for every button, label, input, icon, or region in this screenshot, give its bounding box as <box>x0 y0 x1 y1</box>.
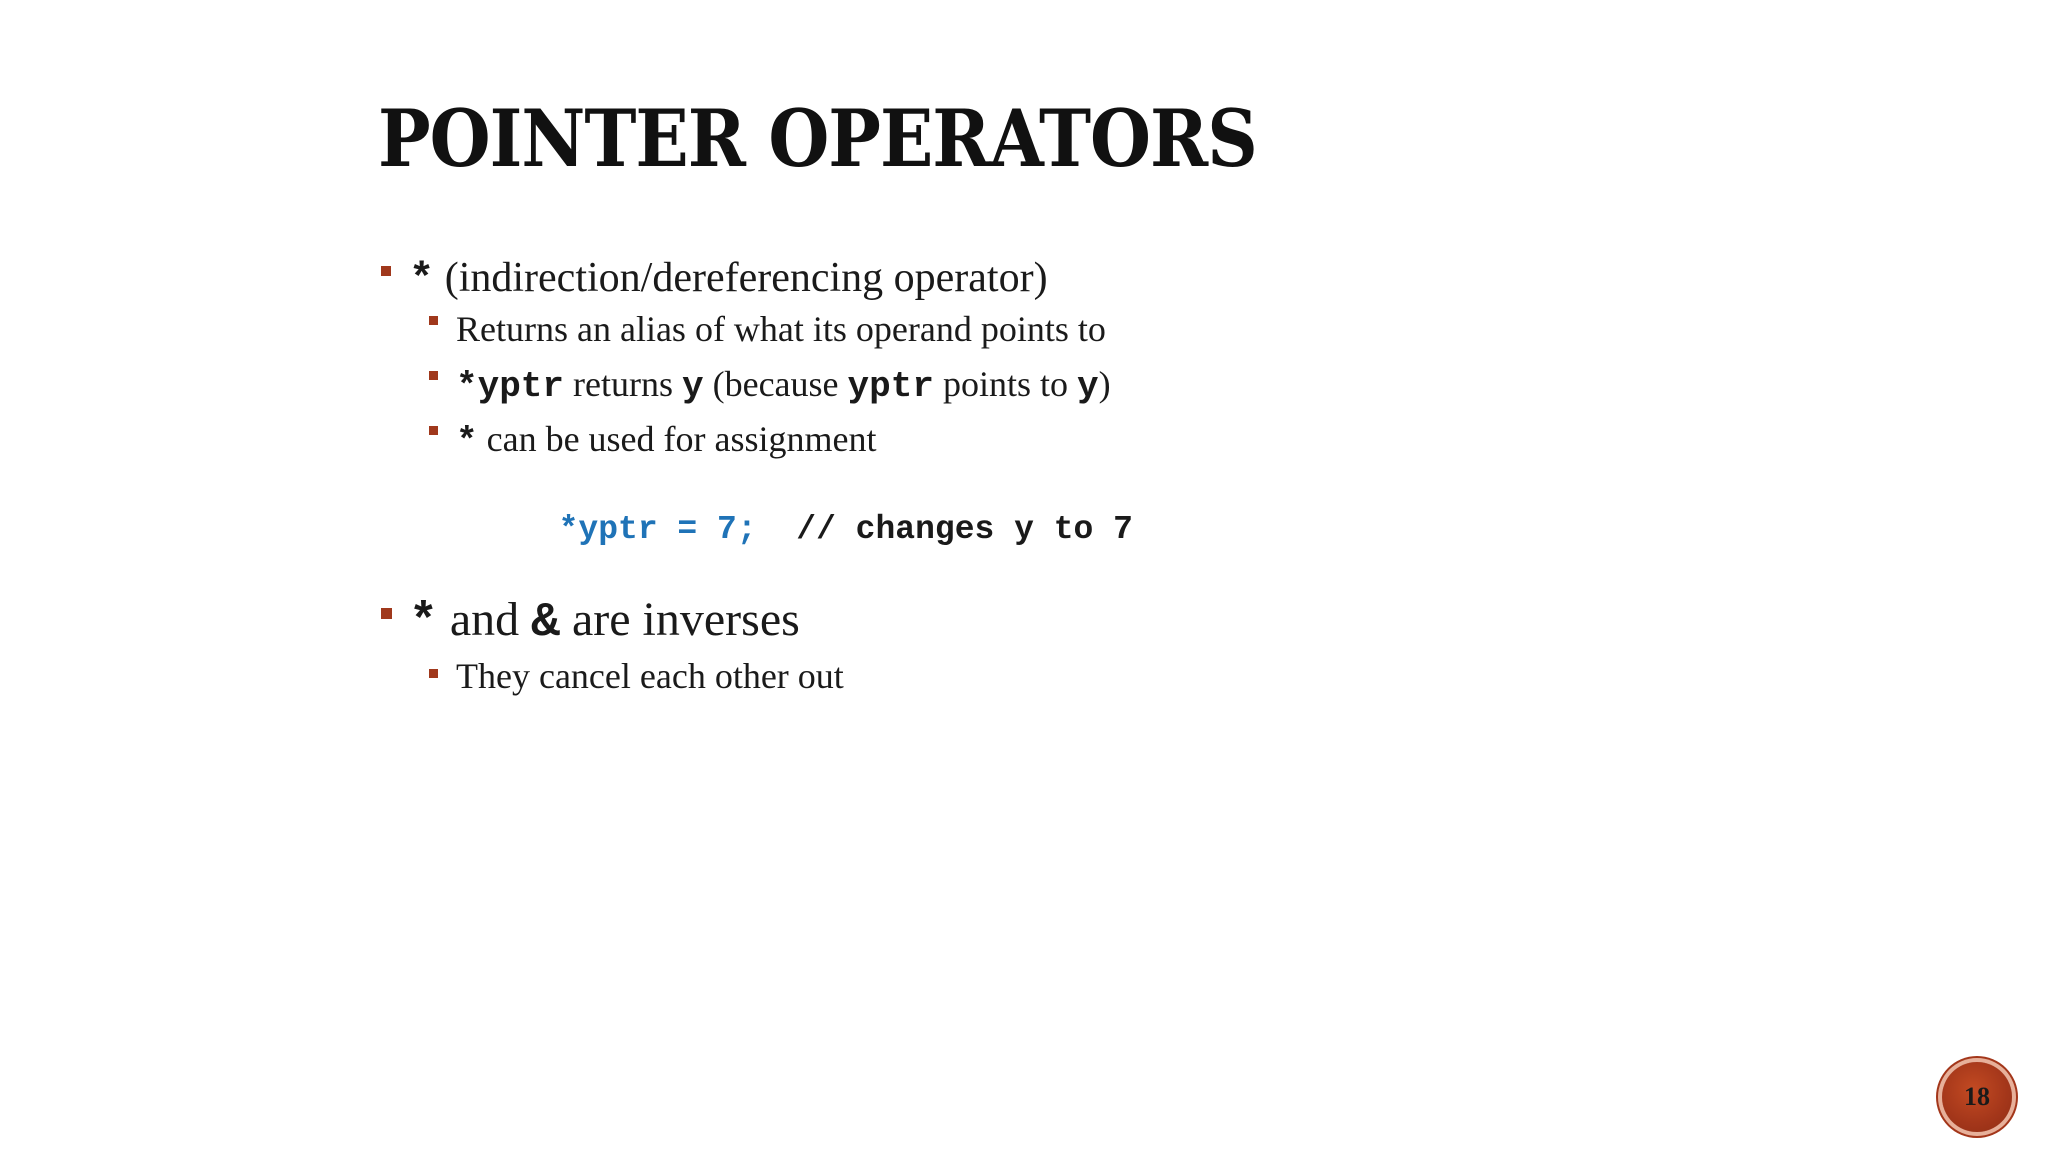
bullet-text: can be used for assignment <box>477 419 877 459</box>
ampersand-symbol: & <box>531 596 560 650</box>
text-fragment: points to <box>933 364 1077 404</box>
bullet-marker <box>381 608 392 619</box>
code-comment: // changes y to 7 <box>756 511 1133 548</box>
sub-bullet-returns-alias: Returns an alias of what its operand points to <box>456 309 1106 349</box>
text-fragment: and <box>437 593 532 646</box>
sub-bullet-assignment <box>456 418 877 462</box>
sub-bullet-cancel-out: They cancel each other out <box>456 656 844 696</box>
text-fragment: (because <box>703 364 848 404</box>
asterisk-symbol: * <box>456 421 478 462</box>
code-yptr: yptr <box>847 366 934 407</box>
page-number-badge <box>1942 1062 2012 1132</box>
page-number: 18 <box>1964 1082 1990 1111</box>
slide-title: POINTER OPERATORS <box>378 92 1257 185</box>
sub-bullet-marker <box>429 371 438 380</box>
text-fragment: are inverses <box>559 593 800 646</box>
code-yptr-deref: *yptr <box>456 366 565 407</box>
bullet-marker <box>381 266 391 276</box>
code-statement: *yptr = 7; <box>558 511 757 548</box>
text-fragment: ) <box>1098 364 1111 404</box>
bullet-inverses <box>409 592 800 650</box>
sub-bullet-marker <box>429 669 438 678</box>
bullet-dereference-operator <box>409 254 1048 304</box>
sub-bullet-yptr-returns-y <box>456 363 1111 407</box>
code-y: y <box>1076 366 1099 407</box>
text-fragment: returns <box>564 364 682 404</box>
bullet-text: (indirection/dereferencing operator) <box>434 255 1048 301</box>
sub-bullet-marker <box>429 426 438 435</box>
code-example <box>519 474 1133 548</box>
code-y: y <box>682 366 704 407</box>
asterisk-symbol: * <box>409 256 435 304</box>
asterisk-symbol: * <box>409 596 438 650</box>
sub-bullet-marker <box>429 316 438 325</box>
